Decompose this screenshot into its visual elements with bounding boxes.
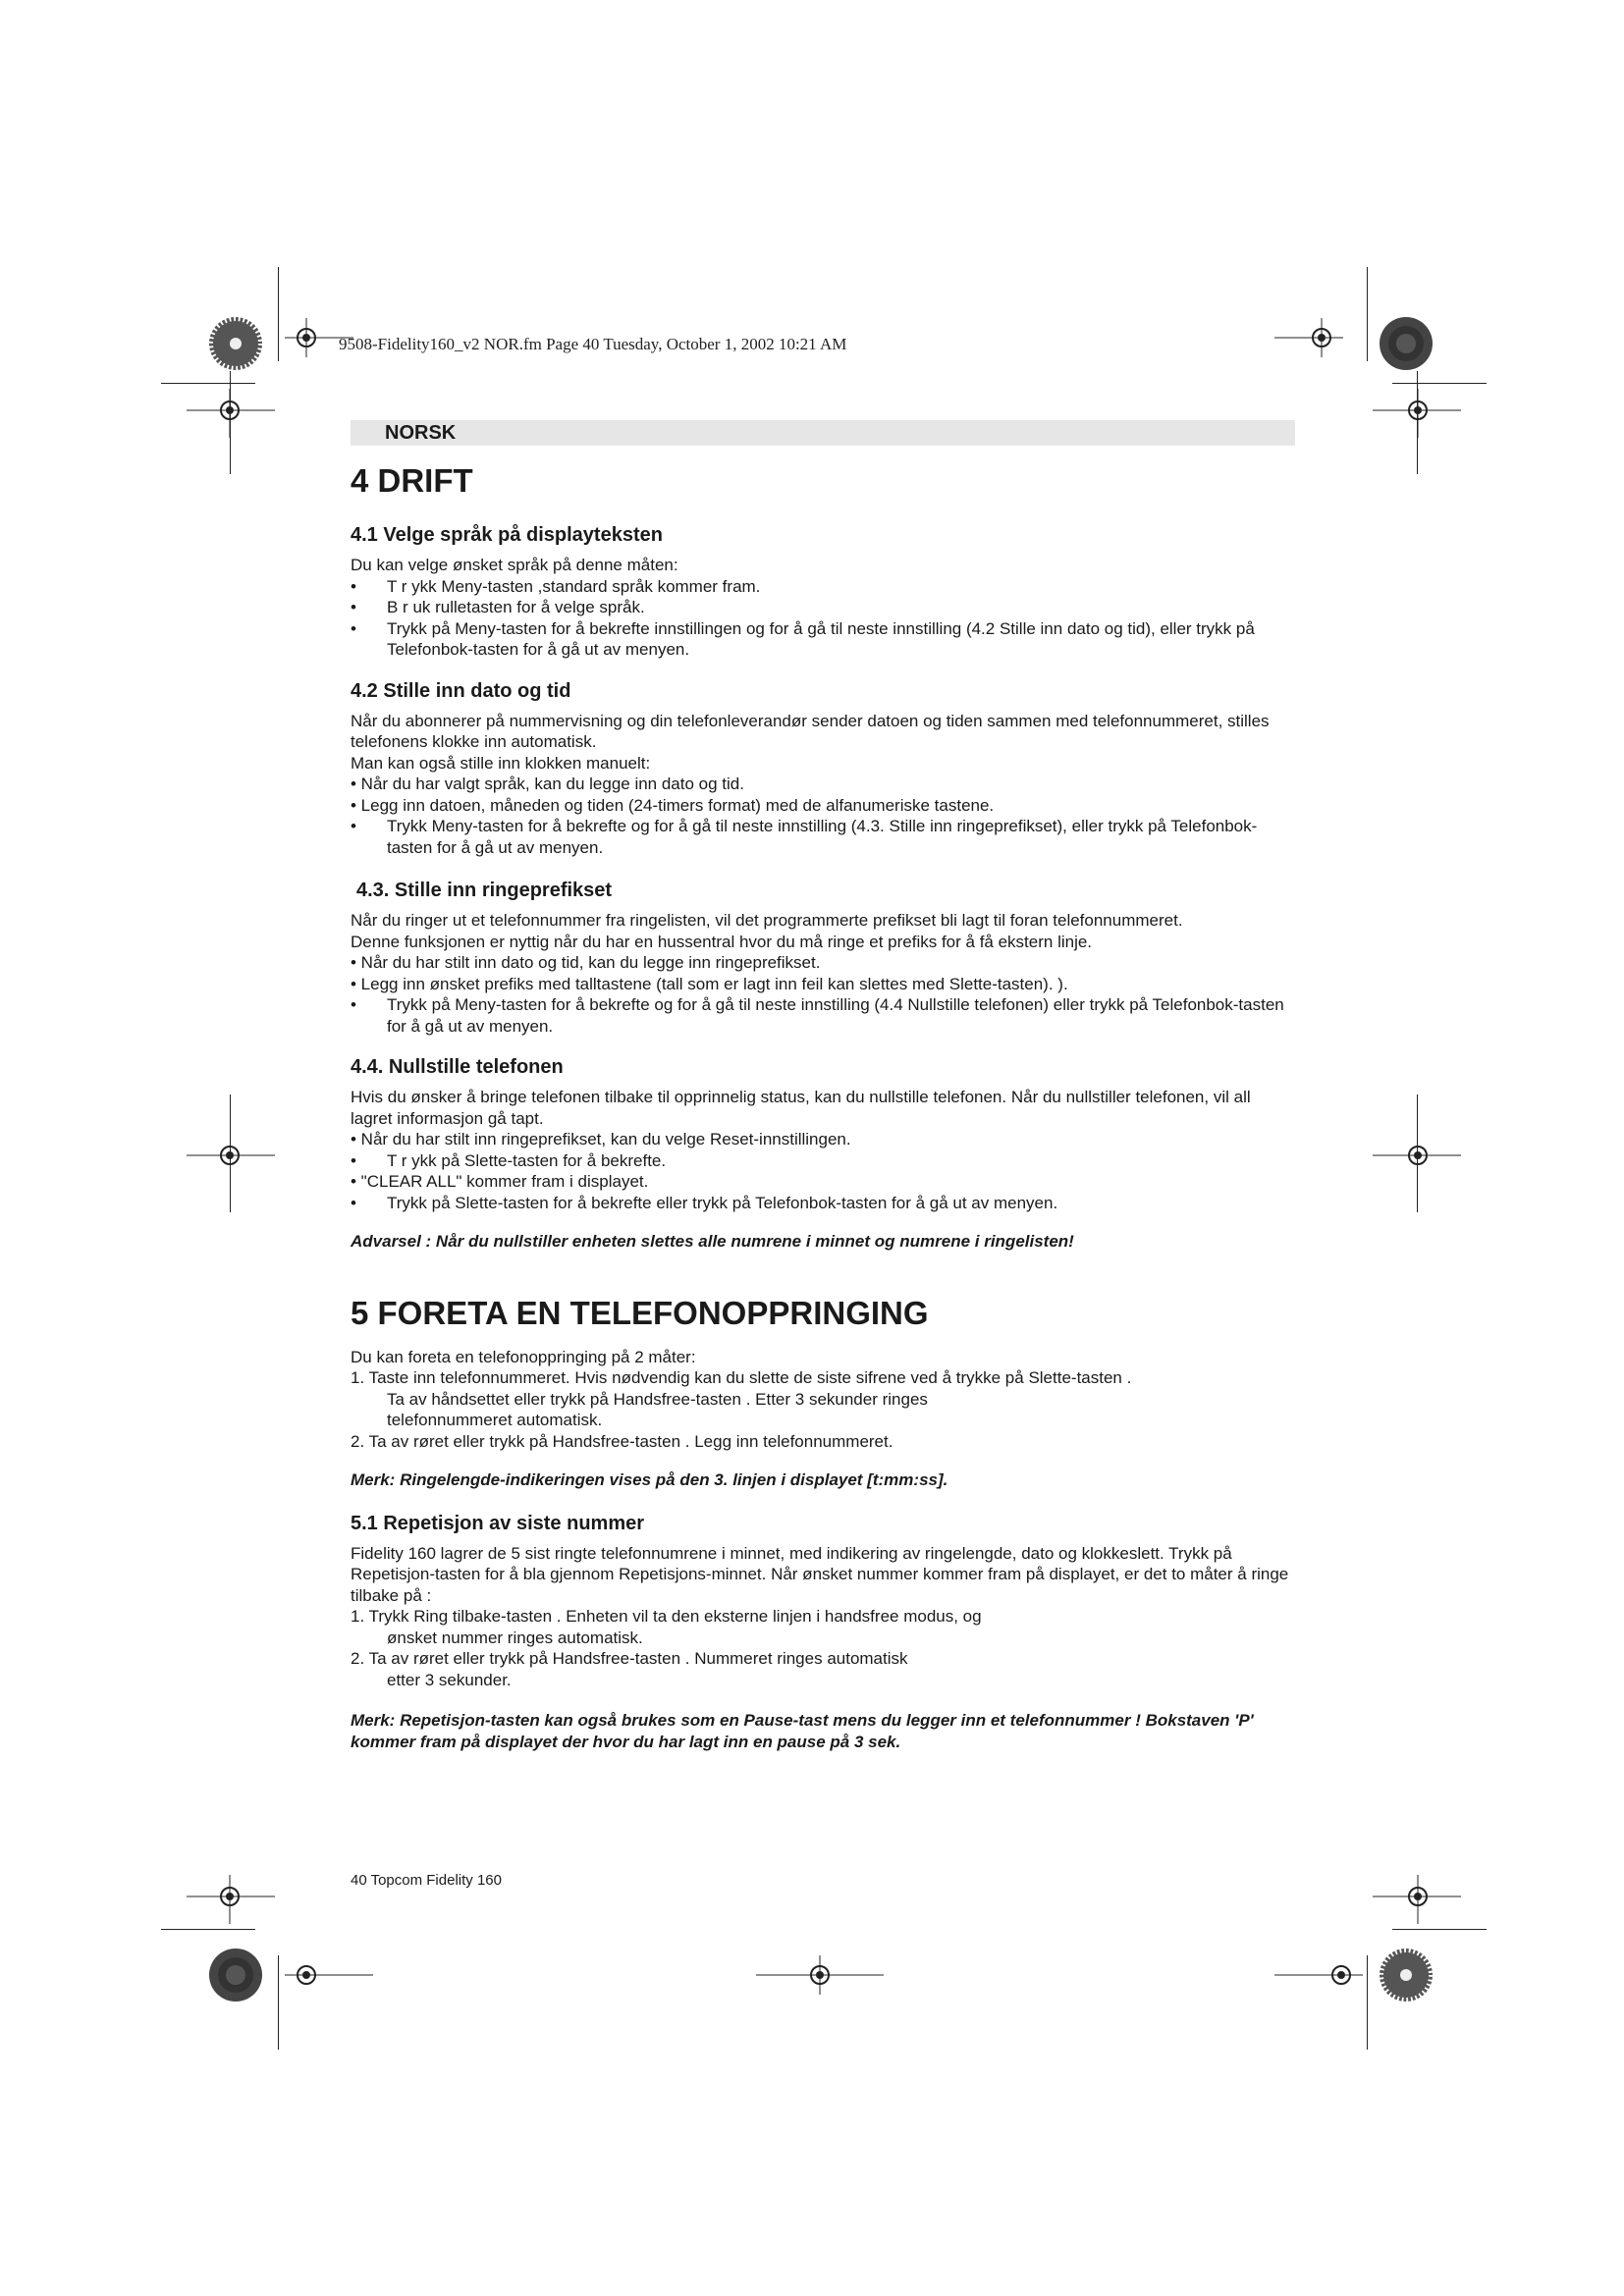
- registration-target-icon: [187, 1131, 275, 1180]
- registration-target-icon: [1373, 1875, 1461, 1924]
- paragraph: Du kan foreta en telefonoppringing på 2 måter:: [351, 1347, 696, 1366]
- bullet-item: • T r ykk på Slette-tasten for å bekrefte.: [351, 1150, 667, 1170]
- paragraph: Denne funksjonen er nyttig når du har en hussentral hvor du må ringe et prefiks for å få ekstern linje.: [351, 932, 1093, 951]
- numbered-item: 2. Ta av røret eller trykk på Handsfree-tasten . Legg inn telefonnummeret.: [351, 1431, 893, 1451]
- subsection-heading: 4.3. Stille inn ringeprefikset: [356, 880, 613, 901]
- paragraph: • Når du har valgt språk, kan du legge inn dato og tid.: [351, 774, 744, 793]
- paragraph: Du kan velge ønsket språk på denne måten:: [351, 556, 678, 574]
- numbered-item-continuation: Ta av håndsettet eller trykk på Handsfree-tasten . Etter 3 sekunder ringes telefonnummeret automatisk.: [387, 1389, 928, 1429]
- paragraph: Fidelity 160 lagrer de 5 sist ringte telefonnumrene i minnet, med indikering av ringelengde, dato og klokkeslett. Trykk på Repetisjon-tasten for å bla gjennom Repetisjons-minnet. Når ønsket nummer kommer fram på displayet, er det to måter å ringe tilbake på :: [351, 1543, 1289, 1605]
- paragraph: Når du abonnerer på nummervisning og din telefonleverandør sender datoen og tiden sammen med telefonnummeret, stilles telefonens klokke inn automatisk.: [351, 711, 1270, 751]
- section-title: 4 DRIFT: [351, 462, 473, 499]
- registration-target-icon: [187, 1875, 275, 1924]
- paragraph: Når du ringer ut et telefonnummer fra ringelisten, vil det programmerte prefikset bli lagt til foran telefonnummeret.: [351, 911, 1183, 930]
- registration-target-icon: [285, 1955, 373, 1995]
- subsection-heading: 4.2 Stille inn dato og tid: [351, 679, 571, 702]
- subsection-heading: 4.1 Velge språk på displayteksten: [351, 524, 663, 546]
- registration-target-icon: [1373, 1131, 1461, 1180]
- language-label: NORSK: [385, 422, 457, 444]
- registration-target-icon: [1274, 318, 1343, 357]
- registration-target-icon: [756, 1955, 884, 1995]
- bullet-item: • Trykk på Meny-tasten for å bekrefte og for å gå til neste innstilling (4.4 Nullstille telefonen) eller trykk på Telefonbok-tasten for å gå ut av menyen.: [351, 995, 1284, 1036]
- warning-note: Advarsel : Når du nullstiller enheten slettes alle numrene i minnet og numrene i ringelisten!: [351, 1232, 1074, 1251]
- bullet-item: • Trykk på Meny-tasten for å bekrefte innstillingen og for å gå til neste innstilling (4.2 Stille inn dato og tid), eller trykk på Telefonbok-tasten for å gå ut av menyen.: [351, 618, 1255, 659]
- note: Merk: Repetisjon-tasten kan også brukes som en Pause-tast mens du legger inn et telefonnummer ! Bokstaven 'P' kommer fram på displayet der hvor du har lagt inn en pause på 3 sek.: [351, 1711, 1254, 1751]
- registration-target-icon: [1274, 1955, 1363, 1995]
- numbered-item-continuation: etter 3 sekunder.: [387, 1670, 512, 1689]
- bullet-item: • Trykk Meny-tasten for å bekrefte og for å gå til neste innstilling (4.3. Stille inn ringeprefikset), eller trykk på Telefonbok-tasten for å gå ut av menyen.: [351, 817, 1258, 857]
- bullet-item: • T r ykk Meny-tasten ,standard språk kommer fram.: [351, 576, 761, 596]
- paragraph: • Når du har stilt inn dato og tid, kan du legge inn ringeprefikset.: [351, 953, 821, 972]
- section-title: 5 FORETA EN TELEFONOPPRINGING: [351, 1294, 929, 1331]
- calibration-wheel-icon: [1379, 316, 1434, 371]
- registration-target-icon: [1373, 389, 1461, 438]
- calibration-wheel-icon: [208, 316, 263, 371]
- document-body: [351, 461, 1293, 1752]
- paragraph: Man kan også stille inn klokken manuelt:: [351, 753, 651, 773]
- registration-target-icon: [187, 389, 275, 438]
- paragraph: • "CLEAR ALL" kommer fram i displayet.: [351, 1172, 649, 1191]
- paragraph: Hvis du ønsker å bringe telefonen tilbake til opprinnelig status, kan du nullstille telefonen. Når du nullstiller telefonen, vil all lagret informasjon gå tapt.: [351, 1088, 1251, 1128]
- paragraph: • Legg inn ønsket prefiks med talltastene (tall som er lagt inn feil kan slettes med Slette-tasten). ).: [351, 974, 1068, 993]
- numbered-item: 1. Trykk Ring tilbake-tasten . Enheten vil ta den eksterne linjen i handsfree modus, og: [351, 1607, 982, 1626]
- numbered-item: 2. Ta av røret eller trykk på Handsfree-tasten . Nummeret ringes automatisk: [351, 1649, 908, 1668]
- subsection-heading: 4.4. Nullstille telefonen: [351, 1056, 564, 1078]
- subsection-heading: 5.1 Repetisjon av siste nummer: [351, 1512, 645, 1534]
- bullet-item: • Trykk på Slette-tasten for å bekrefte eller trykk på Telefonbok-tasten for å gå ut av menyen.: [351, 1193, 1058, 1212]
- note: Merk: Ringelengde-indikeringen vises på den 3. linjen i displayet [t:mm:ss].: [351, 1470, 948, 1489]
- paragraph: • Legg inn datoen, måneden og tiden (24-timers format) med de alfanumeriske tastene.: [351, 795, 995, 815]
- calibration-wheel-icon: [1379, 1948, 1434, 2002]
- numbered-item: 1. Taste inn telefonnummeret. Hvis nødvendig kan du slette de siste sifrene ved å trykke på Slette-tasten .: [351, 1368, 1132, 1387]
- numbered-item-continuation: ønsket nummer ringes automatisk.: [387, 1628, 643, 1647]
- page-footer: 40 Topcom Fidelity 160: [351, 1872, 502, 1889]
- bullet-item: • B r uk rulletasten for å velge språk.: [351, 598, 645, 616]
- print-header: 9508-Fidelity160_v2 NOR.fm Page 40 Tuesday, October 1, 2002 10:21 AM: [339, 335, 847, 353]
- language-band: [351, 420, 1295, 446]
- paragraph: • Når du har stilt inn ringeprefikset, kan du velge Reset-innstillingen.: [351, 1130, 851, 1148]
- calibration-wheel-icon: [208, 1948, 263, 2002]
